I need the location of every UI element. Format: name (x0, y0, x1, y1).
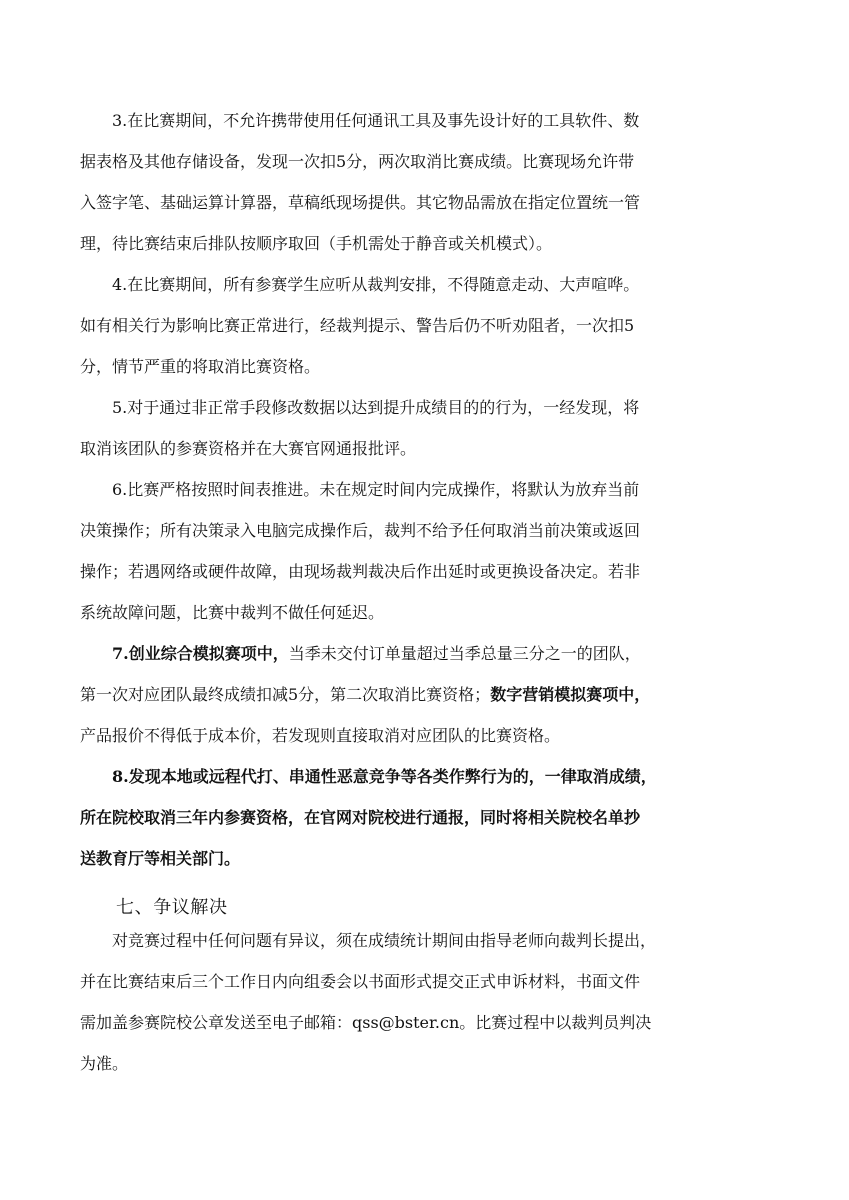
text-line: 3.在比赛期间，不允许携带使用任何通讯工具及事先设计好的工具软件、数 (112, 111, 640, 130)
text-line (80, 682, 772, 723)
text-line: 对竞赛过程中任何问题有异议，须在成绩统计期间由指导老师向裁判长提出， (112, 931, 657, 950)
text-run: 第一次对应团队最终成绩扣减5分，第二次取消比赛资格； (80, 685, 491, 704)
text-line: 取消该团队的参赛资格并在大赛官网通报批评。 (80, 439, 417, 458)
text-line: 为准。 (80, 1054, 129, 1073)
text-line: 系统故障问题，比赛中裁判不做任何延迟。 (80, 603, 385, 622)
dispute-paragraph (80, 928, 772, 1092)
text-run: 当季未交付订单量超过当季总量三分之一的团队， (288, 644, 641, 663)
rule-paragraph-6 (80, 477, 772, 641)
text-line: 所在院校取消三年内参赛资格，在官网对院校进行通报，同时将相关院校名单抄 (80, 808, 641, 827)
text-line: 并在比赛结束后三个工作日内向组委会以书面形式提交正式申诉材料，书面文件 (80, 972, 641, 991)
text-line: 决策操作；所有决策录入电脑完成操作后，裁判不给予任何取消当前决策或返回 (80, 521, 641, 540)
text-line: 4.在比赛期间，所有参赛学生应听从裁判安排，不得随意走动、大声喧哗。 (112, 275, 640, 294)
text-line: 产品报价不得低于成本价，若发现则直接取消对应团队的比赛资格。 (80, 726, 561, 745)
section-heading: 七、争议解决 (116, 897, 228, 918)
text-line: 入签字笔、基础运算计算器，草稿纸现场提供。其它物品需放在指定位置统一管 (80, 193, 641, 212)
rule-paragraph-3 (80, 108, 772, 272)
text-line: 6.比赛严格按照时间表推进。未在规定时间内完成操作，将默认为放弃当前 (112, 480, 640, 499)
text-line: 据表格及其他存储设备，发现一次扣5分，两次取消比赛成绩。比赛现场允许带 (80, 152, 635, 171)
text-line: 理，待比赛结束后排队按顺序取回（手机需处于静音或关机模式）。 (80, 234, 553, 253)
rule-paragraph-8 (80, 764, 772, 887)
text-line (80, 641, 772, 682)
text-line: 操作；若遇网络或硬件故障，由现场裁判裁决后作出延时或更换设备决定。若非 (80, 562, 641, 581)
text-line: 送教育厅等相关部门。 (80, 849, 241, 868)
text-line: 需加盖参赛院校公章发送至电子邮箱：qss@bster.cn。比赛过程中以裁判员判决 (80, 1013, 652, 1032)
bold-phrase: 数字营销模拟赛项中， (490, 685, 651, 704)
text-line: 5.对于通过非正常手段修改数据以达到提升成绩目的的行为，一经发现，将 (112, 398, 640, 417)
rule-paragraph-4 (80, 272, 772, 395)
rule-paragraph-5 (80, 395, 772, 477)
text-line: 8.发现本地或远程代打、串通性恶意竞争等各类作弊行为的，一律取消成绩， (112, 767, 657, 786)
text-line: 如有相关行为影响比赛正常进行，经裁判提示、警告后仍不听劝阻者，一次扣5 (80, 316, 635, 335)
document-body (80, 108, 772, 1092)
bold-phrase: 7.创业综合模拟赛项中， (112, 644, 289, 663)
text-line: 分，情节严重的将取消比赛资格。 (80, 357, 321, 376)
rule-paragraph-7 (80, 641, 772, 764)
